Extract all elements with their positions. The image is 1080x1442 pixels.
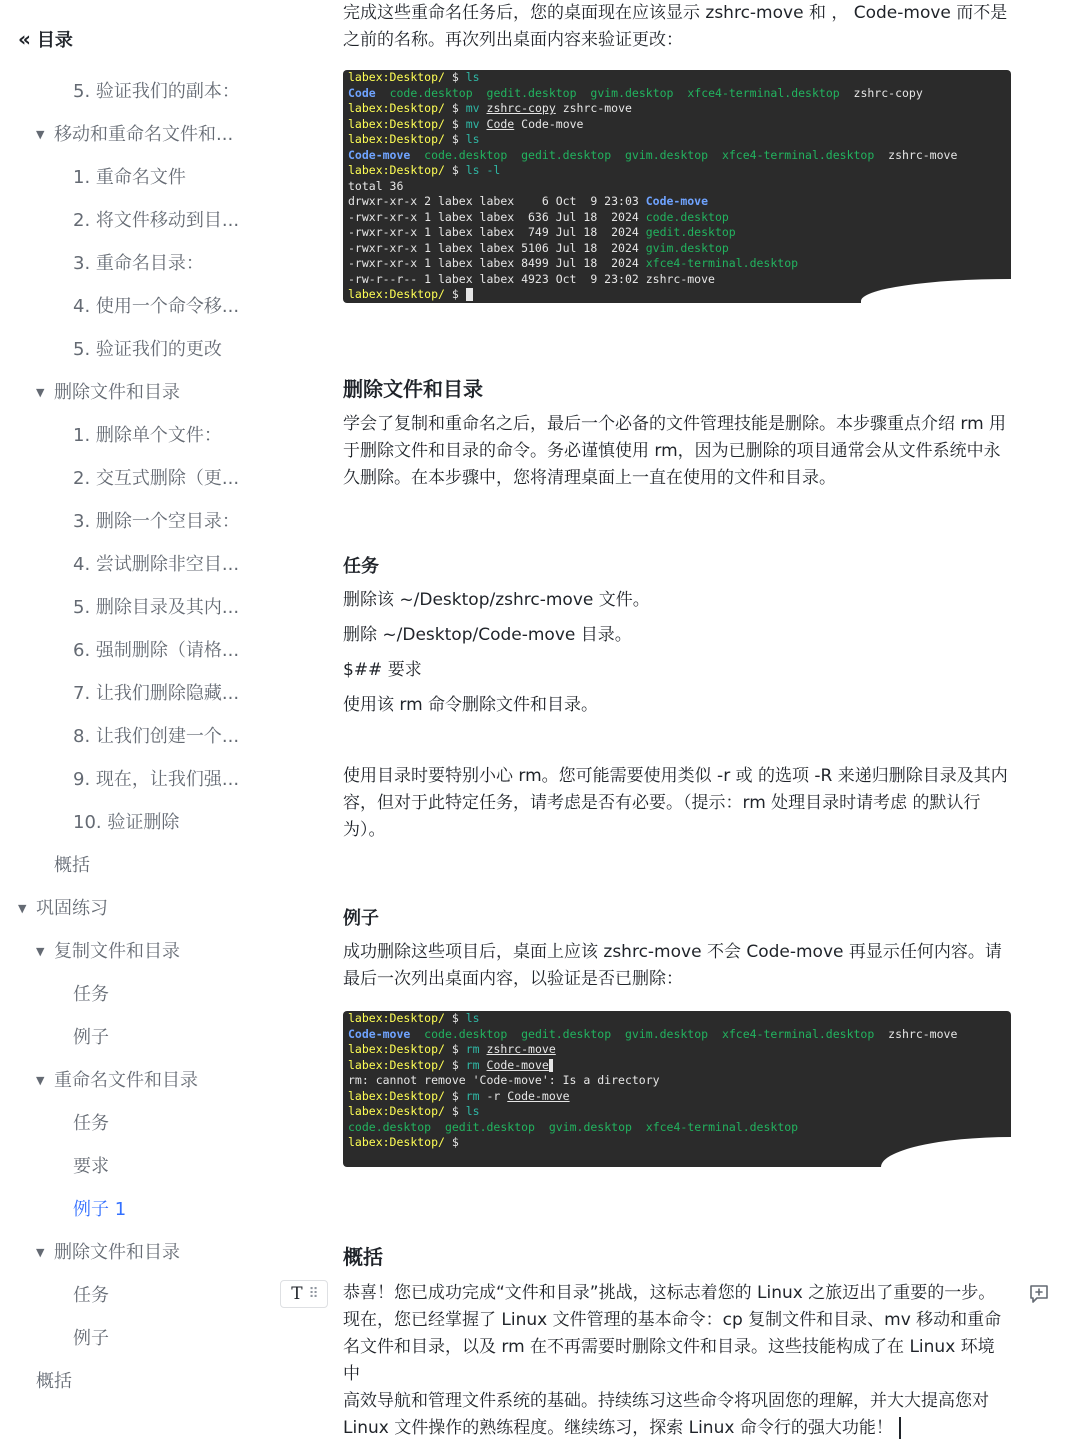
terminal-file-name: xfce4-terminal.desktop <box>721 1026 875 1041</box>
terminal-output: -rwxr-xr-x 1 labex labex 5106 Jul 18 2024 <box>348 240 646 255</box>
terminal-prompt-path: :Desktop/ <box>382 1042 445 1056</box>
terminal-prompt-path: :Desktop/ <box>382 1088 445 1103</box>
terminal-prompt-user: labex <box>348 1042 383 1056</box>
toc-item-label: 5. 验证我们的更改 <box>73 339 222 360</box>
terminal-prompt-path: :Desktop/ <box>382 287 445 301</box>
toc-item-label: 5. 验证我们的副本： <box>73 81 240 102</box>
terminal-arg: Code <box>486 116 515 131</box>
terminal-prompt-path: :Desktop/ <box>382 101 445 115</box>
toc-item-label: 3. 删除一个空目录： <box>73 511 240 532</box>
toc-item[interactable] <box>73 507 258 537</box>
terminal-prompt-sign: $ <box>444 1135 466 1149</box>
terminal-file-name: gedit.desktop <box>521 147 612 162</box>
terminal-output: total 36 <box>348 178 404 193</box>
terminal-spacer <box>480 1058 487 1072</box>
toc-item-label: 任务 <box>73 984 109 1005</box>
toc-item-label: 3. 重命名目录： <box>73 253 204 274</box>
toc-item-label: 概括 <box>36 1371 72 1392</box>
terminal-spacer <box>507 148 521 162</box>
terminal-line <box>343 1042 1011 1058</box>
terminal-line <box>343 70 1011 86</box>
terminal-spacer <box>376 86 390 100</box>
terminal-prompt-user: labex <box>348 287 383 301</box>
terminal-line <box>343 1073 1011 1089</box>
toc-item[interactable] <box>36 1066 258 1096</box>
terminal-arg: zshrc-move <box>562 101 632 115</box>
terminal-prompt-path: :Desktop/ <box>382 1011 445 1025</box>
toc-item-label: 2. 将文件移动到目... <box>73 210 240 231</box>
terminal-prompt-user: labex <box>348 116 383 131</box>
double-chevron-left-icon: « <box>18 27 31 51</box>
terminal-prompt-sign: $ <box>444 1042 466 1056</box>
terminal-file-name: Code-move <box>348 147 411 162</box>
terminal-arg: Code-move <box>507 1088 570 1103</box>
terminal-spacer <box>480 101 487 115</box>
terminal-spacer <box>611 148 625 162</box>
terminal-spacer <box>840 86 854 100</box>
terminal-arg: zshrc-move <box>486 1042 556 1056</box>
terminal-spacer <box>673 86 687 100</box>
toc-item-label: 例子 1 <box>73 1199 127 1220</box>
terminal-file-name: code.desktop <box>424 1026 508 1041</box>
terminal-spacer <box>410 148 424 162</box>
terminal-command: mv <box>465 101 480 115</box>
terminal-cursor <box>466 288 473 301</box>
terminal-prompt-sign: $ <box>444 1057 466 1072</box>
toc-title: 目录 <box>36 30 73 51</box>
terminal-command: ls <box>465 1011 480 1025</box>
drag-handle-icon[interactable]: ⠿ <box>308 1286 317 1302</box>
terminal-cursor <box>549 1059 553 1072</box>
toc-item-label: 2. 交互式删除（更... <box>73 468 240 489</box>
terminal-output: drwxr-xr-x 2 labex labex 6 Oct 9 23:03 <box>348 194 646 208</box>
terminal-spacer <box>410 1027 424 1041</box>
terminal-line <box>343 210 1011 226</box>
requirements-inline-heading: $## 要求 <box>343 660 422 680</box>
toc-item[interactable] <box>36 120 258 150</box>
terminal-file-name: gedit.desktop <box>486 85 577 100</box>
terminal-prompt-path: :Desktop/ <box>382 163 445 177</box>
paragraph-line: 现在，您已经掌握了 Linux 文件管理的基本命令：cp 复制文件和目录、mv 移动和重命 <box>343 1310 1002 1330</box>
task-2: 删除 ~/Desktop/Code-move 目录。 <box>343 625 632 645</box>
toc-item-label: 4. 使用一个命令移... <box>73 296 240 317</box>
terminal-prompt-sign: $ <box>444 1011 466 1025</box>
terminal-flag: -r <box>479 1088 508 1103</box>
toc-item-label: 要求 <box>73 1156 109 1177</box>
intro-line: 之前的名称。再次列出桌面内容来验证更改： <box>343 30 683 50</box>
toc-collapse-toggle[interactable] <box>18 26 73 52</box>
paragraph-line: 名文件和目录，以及 rm 在不再需要时删除文件和目录。这些技能构成了在 Linux 环境中 <box>343 1337 995 1384</box>
terminal-file-name: Code <box>348 85 376 100</box>
toc-item-label: 1. 重命名文件 <box>73 167 186 188</box>
terminal-spacer <box>632 1120 646 1134</box>
terminal-command: rm <box>465 1057 480 1072</box>
terminal-prompt-sign: $ <box>444 1104 466 1118</box>
toc-item[interactable] <box>36 1238 258 1268</box>
terminal-file-name: xfce4-terminal.desktop <box>687 85 840 100</box>
terminal-spacer <box>611 1027 625 1041</box>
paragraph-line: 恭喜！您已成功完成“文件和目录”挑战，这标志着您的 Linux 之旅迈出了重要的一步。 <box>343 1283 996 1303</box>
terminal-prompt-sign: $ <box>444 1088 466 1103</box>
terminal-file-name: xfce4-terminal.desktop <box>721 147 875 162</box>
terminal-command: rm <box>465 1042 480 1056</box>
section-heading-delete: 删除文件和目录 <box>343 377 483 401</box>
terminal-prompt-user: labex <box>348 70 383 84</box>
terminal-spacer <box>480 117 487 131</box>
table-of-contents <box>0 0 270 1414</box>
example-paragraph <box>343 939 1011 993</box>
terminal-prompt-path: :Desktop/ <box>382 1057 445 1072</box>
terminal-spacer <box>431 1120 445 1134</box>
terminal-spacer <box>473 86 487 100</box>
toc-item[interactable] <box>54 851 258 881</box>
toc-item[interactable] <box>36 1367 258 1397</box>
toc-item[interactable] <box>73 980 258 1010</box>
add-comment-icon[interactable] <box>1028 1283 1050 1305</box>
toc-item[interactable] <box>73 249 258 279</box>
terminal-output: -rwxr-xr-x 1 labex labex 636 Jul 18 2024 <box>348 209 646 224</box>
terminal-spacer <box>708 1027 722 1041</box>
toc-item-label: 巩固练习 <box>36 898 108 919</box>
terminal-prompt-user: labex <box>348 1011 383 1025</box>
terminal-command: ls <box>465 1104 480 1118</box>
terminal-file-name: gedit.desktop <box>521 1026 612 1041</box>
toc-item[interactable] <box>73 335 258 365</box>
intro-line: 完成这些重命名任务后，您的桌面现在应该显示 zshrc-move 和 ， Code-move 而不是 <box>343 3 1008 23</box>
terminal-file-name: zshrc-copy <box>853 85 923 100</box>
terminal-command: ls <box>465 70 480 84</box>
caret-down-icon[interactable]: ▼ <box>36 1074 45 1087</box>
paragraph-line: 于删除文件和目录的命令。务必谨慎使用 rm，因为已删除的项目通常会从文件系统中永 <box>343 441 1001 461</box>
toc-item-label: 任务 <box>73 1285 109 1306</box>
toc-item-label: 任务 <box>73 1113 109 1134</box>
paragraph-line: 学会了复制和重命名之后，最后一个必备的文件管理技能是删除。本步骤重点介绍 rm 用 <box>343 414 1007 434</box>
paragraph-line: 高效导航和管理文件系统的基础。持续练习这些命令将巩固您的理解，并大大提高您对 <box>343 1391 989 1411</box>
toc-item-label: 5. 删除目录及其内... <box>73 597 240 618</box>
toc-item[interactable] <box>73 636 258 666</box>
terminal-prompt-path: :Desktop/ <box>382 116 445 131</box>
terminal-spacer <box>874 148 888 162</box>
terminal-prompt-path: :Desktop/ <box>382 1135 445 1149</box>
terminal-file-name: gvim.desktop <box>590 85 674 100</box>
terminal-output: -rwxr-xr-x 1 labex labex 8499 Jul 18 2024 <box>348 256 646 270</box>
text-caret <box>899 1417 901 1439</box>
summary-heading: 概括 <box>343 1245 383 1269</box>
toc-item[interactable] <box>73 550 258 580</box>
terminal-spacer <box>577 86 591 100</box>
terminal-file-name: Code-move <box>645 194 709 208</box>
terminal-command: rm <box>465 1088 480 1103</box>
terminal-line <box>343 1120 1011 1136</box>
terminal-error: rm: cannot remove 'Code-move': Is a directory <box>348 1073 660 1087</box>
terminal-prompt-user: labex <box>348 1057 383 1072</box>
terminal-line <box>343 256 1011 272</box>
terminal-command: ls -l <box>465 163 501 177</box>
terminal-spacer <box>556 101 563 115</box>
terminal-file-name: code.desktop <box>645 209 729 224</box>
terminal-output: -rwxr-xr-x 1 labex labex 749 Jul 18 2024 <box>348 225 646 239</box>
toc-item[interactable] <box>73 1281 258 1311</box>
toc-item[interactable] <box>73 421 258 451</box>
terminal-file-name: zshrc-move <box>645 271 715 286</box>
terminal-line <box>343 225 1011 241</box>
caret-down-icon[interactable]: ▼ <box>18 902 27 915</box>
toc-item-label: 10. 验证删除 <box>73 812 180 833</box>
toc-item-label: 9. 现在，让我们强... <box>73 769 240 790</box>
paragraph-line: 使用目录时要特别小心 rm。您可能需要使用类似 -r 或 的选项 -R 来递归删除目录及其内 <box>343 766 1008 786</box>
terminal-screenshot-delete <box>343 1011 1011 1167</box>
terminal-spacer <box>874 1027 888 1041</box>
paragraph-line: 成功删除这些项目后，桌面上应该 zshrc-move 不会 Code-move 再显示任何内容。请 <box>343 942 1002 962</box>
terminal-prompt-sign: $ <box>444 101 466 115</box>
terminal-line <box>343 241 1011 257</box>
toc-item[interactable] <box>73 1152 258 1182</box>
terminal-file-name: zshrc-move <box>888 147 958 162</box>
paragraph-line <box>343 1415 1011 1442</box>
summary-paragraph[interactable] <box>343 1280 1011 1442</box>
terminal-line <box>343 132 1011 148</box>
terminal-prompt-user: labex <box>348 163 383 177</box>
terminal-command: mv <box>465 116 480 131</box>
toc-item[interactable] <box>73 1195 258 1225</box>
terminal-arg: zshrc-copy <box>486 101 556 115</box>
terminal-prompt-path: :Desktop/ <box>382 1104 445 1118</box>
example-heading: 例子 <box>343 908 379 929</box>
toc-item[interactable] <box>73 1023 258 1053</box>
paragraph-line: 为）。 <box>343 820 386 840</box>
terminal-file-name: gvim.desktop <box>548 1119 632 1134</box>
terminal-prompt-user: labex <box>348 1135 383 1149</box>
paragraph-line: 最后一次列出桌面内容，以验证是否已删除： <box>343 969 683 989</box>
terminal-prompt-sign: $ <box>444 70 466 84</box>
terminal-line <box>343 148 1011 164</box>
terminal-prompt-path: :Desktop/ <box>382 132 445 146</box>
terminal-line <box>343 1058 1011 1074</box>
terminal-line <box>343 86 1011 102</box>
toc-item[interactable] <box>73 206 258 236</box>
block-format-toolbar[interactable] <box>280 1280 328 1308</box>
terminal-spacer <box>507 1027 521 1041</box>
terminal-prompt-user: labex <box>348 132 383 146</box>
text-format-button[interactable]: T <box>291 1284 303 1304</box>
terminal-arg: Code-move <box>486 1057 549 1072</box>
terminal-file-name: Code-move <box>348 1026 411 1041</box>
terminal-file-name: xfce4-terminal.desktop <box>645 1119 799 1134</box>
toc-item-label: 4. 尝试删除非空目... <box>73 554 240 575</box>
toc-item-label: 删除文件和目录 <box>54 382 180 403</box>
terminal-spacer <box>708 148 722 162</box>
terminal-file-name: code.desktop <box>389 85 473 100</box>
toc-item[interactable] <box>73 1109 258 1139</box>
toc-item-label: 例子 <box>73 1027 109 1048</box>
note-paragraph <box>343 763 1011 844</box>
toc-item[interactable] <box>73 77 258 107</box>
terminal-line <box>343 179 1011 195</box>
toc-item[interactable] <box>73 464 258 494</box>
terminal-file-name: zshrc-move <box>888 1026 958 1041</box>
toc-item-label: 重命名文件和目录 <box>54 1070 198 1091</box>
caret-down-icon[interactable]: ▼ <box>36 1246 45 1259</box>
requirement-1: 使用该 rm 命令删除文件和目录。 <box>343 695 599 715</box>
caret-down-icon[interactable]: ▼ <box>36 386 45 399</box>
terminal-line <box>343 1104 1011 1120</box>
delete-intro-paragraph <box>343 411 1011 492</box>
terminal-file-name: gvim.desktop <box>625 1026 709 1041</box>
caret-down-icon[interactable]: ▼ <box>36 945 45 958</box>
toc-item-label: 7. 让我们删除隐藏... <box>73 683 240 704</box>
toc-item-label: 移动和重命名文件和... <box>54 124 234 145</box>
terminal-spacer <box>535 1120 549 1134</box>
terminal-line <box>343 1089 1011 1105</box>
toc-item[interactable] <box>73 808 258 838</box>
toc-item[interactable] <box>73 163 258 193</box>
toc-item[interactable] <box>73 722 258 752</box>
terminal-file-name: code.desktop <box>348 1119 432 1134</box>
toc-item-label: 复制文件和目录 <box>54 941 180 962</box>
task-1: 删除该 ~/Desktop/zshrc-move 文件。 <box>343 590 650 610</box>
task-heading: 任务 <box>343 556 379 577</box>
terminal-prompt-user: labex <box>348 101 383 115</box>
toc-item-label: 例子 <box>73 1328 109 1349</box>
terminal-line <box>343 163 1011 179</box>
terminal-prompt-sign: $ <box>444 116 466 131</box>
terminal-command: ls <box>465 132 480 146</box>
intro-paragraph <box>343 0 1011 54</box>
terminal-line <box>343 194 1011 210</box>
terminal-line <box>343 1027 1011 1043</box>
terminal-prompt-sign: $ <box>444 287 466 301</box>
terminal-file-name: gvim.desktop <box>625 147 709 162</box>
caret-down-icon[interactable]: ▼ <box>36 128 45 141</box>
terminal-file-name: gvim.desktop <box>645 240 729 255</box>
toc-item[interactable] <box>73 679 258 709</box>
terminal-output: -rw-r--r-- 1 labex labex 4923 Oct 9 23:02 <box>348 271 646 286</box>
toc-item-label: 6. 强制删除（请格... <box>73 640 240 661</box>
toc-item-label: 概括 <box>54 855 90 876</box>
terminal-prompt-path: :Desktop/ <box>382 70 445 84</box>
terminal-prompt-sign: $ <box>444 163 466 177</box>
toc-item[interactable] <box>73 292 258 322</box>
toc-item[interactable] <box>36 378 258 408</box>
terminal-file-name: code.desktop <box>424 147 508 162</box>
terminal-file-name: gedit.desktop <box>444 1119 535 1134</box>
paragraph-text: Linux 文件操作的熟练程度。继续练习，探索 Linux 命令行的强大功能！ <box>343 1418 893 1438</box>
terminal-line <box>343 117 1011 133</box>
toc-item-label: 1. 删除单个文件： <box>73 425 222 446</box>
toc-item-label: 删除文件和目录 <box>54 1242 180 1263</box>
terminal-file-name: xfce4-terminal.desktop <box>645 256 799 270</box>
paragraph-line: 容，但对于此特定任务，请考虑是否有必要。（提示：rm 处理目录时请考虑 的默认行 <box>343 793 981 813</box>
paragraph-line: 久删除。在本步骤中，您将清理桌面上一直在使用的文件和目录。 <box>343 468 836 488</box>
terminal-line <box>343 101 1011 117</box>
terminal-file-name: gedit.desktop <box>645 225 736 239</box>
toc-item[interactable] <box>73 1324 258 1354</box>
toc-item[interactable] <box>73 593 258 623</box>
terminal-arg: Code-move <box>521 116 584 131</box>
terminal-prompt-user: labex <box>348 1104 383 1118</box>
terminal-prompt-sign: $ <box>444 132 466 146</box>
terminal-prompt-user: labex <box>348 1088 383 1103</box>
toc-item[interactable] <box>36 937 258 967</box>
terminal-spacer <box>480 1042 487 1056</box>
toc-item[interactable] <box>73 765 258 795</box>
terminal-screenshot-rename <box>343 70 1011 303</box>
terminal-line <box>343 1011 1011 1027</box>
toc-item-label: 8. 让我们创建一个... <box>73 726 240 747</box>
toc-item[interactable] <box>18 894 258 924</box>
